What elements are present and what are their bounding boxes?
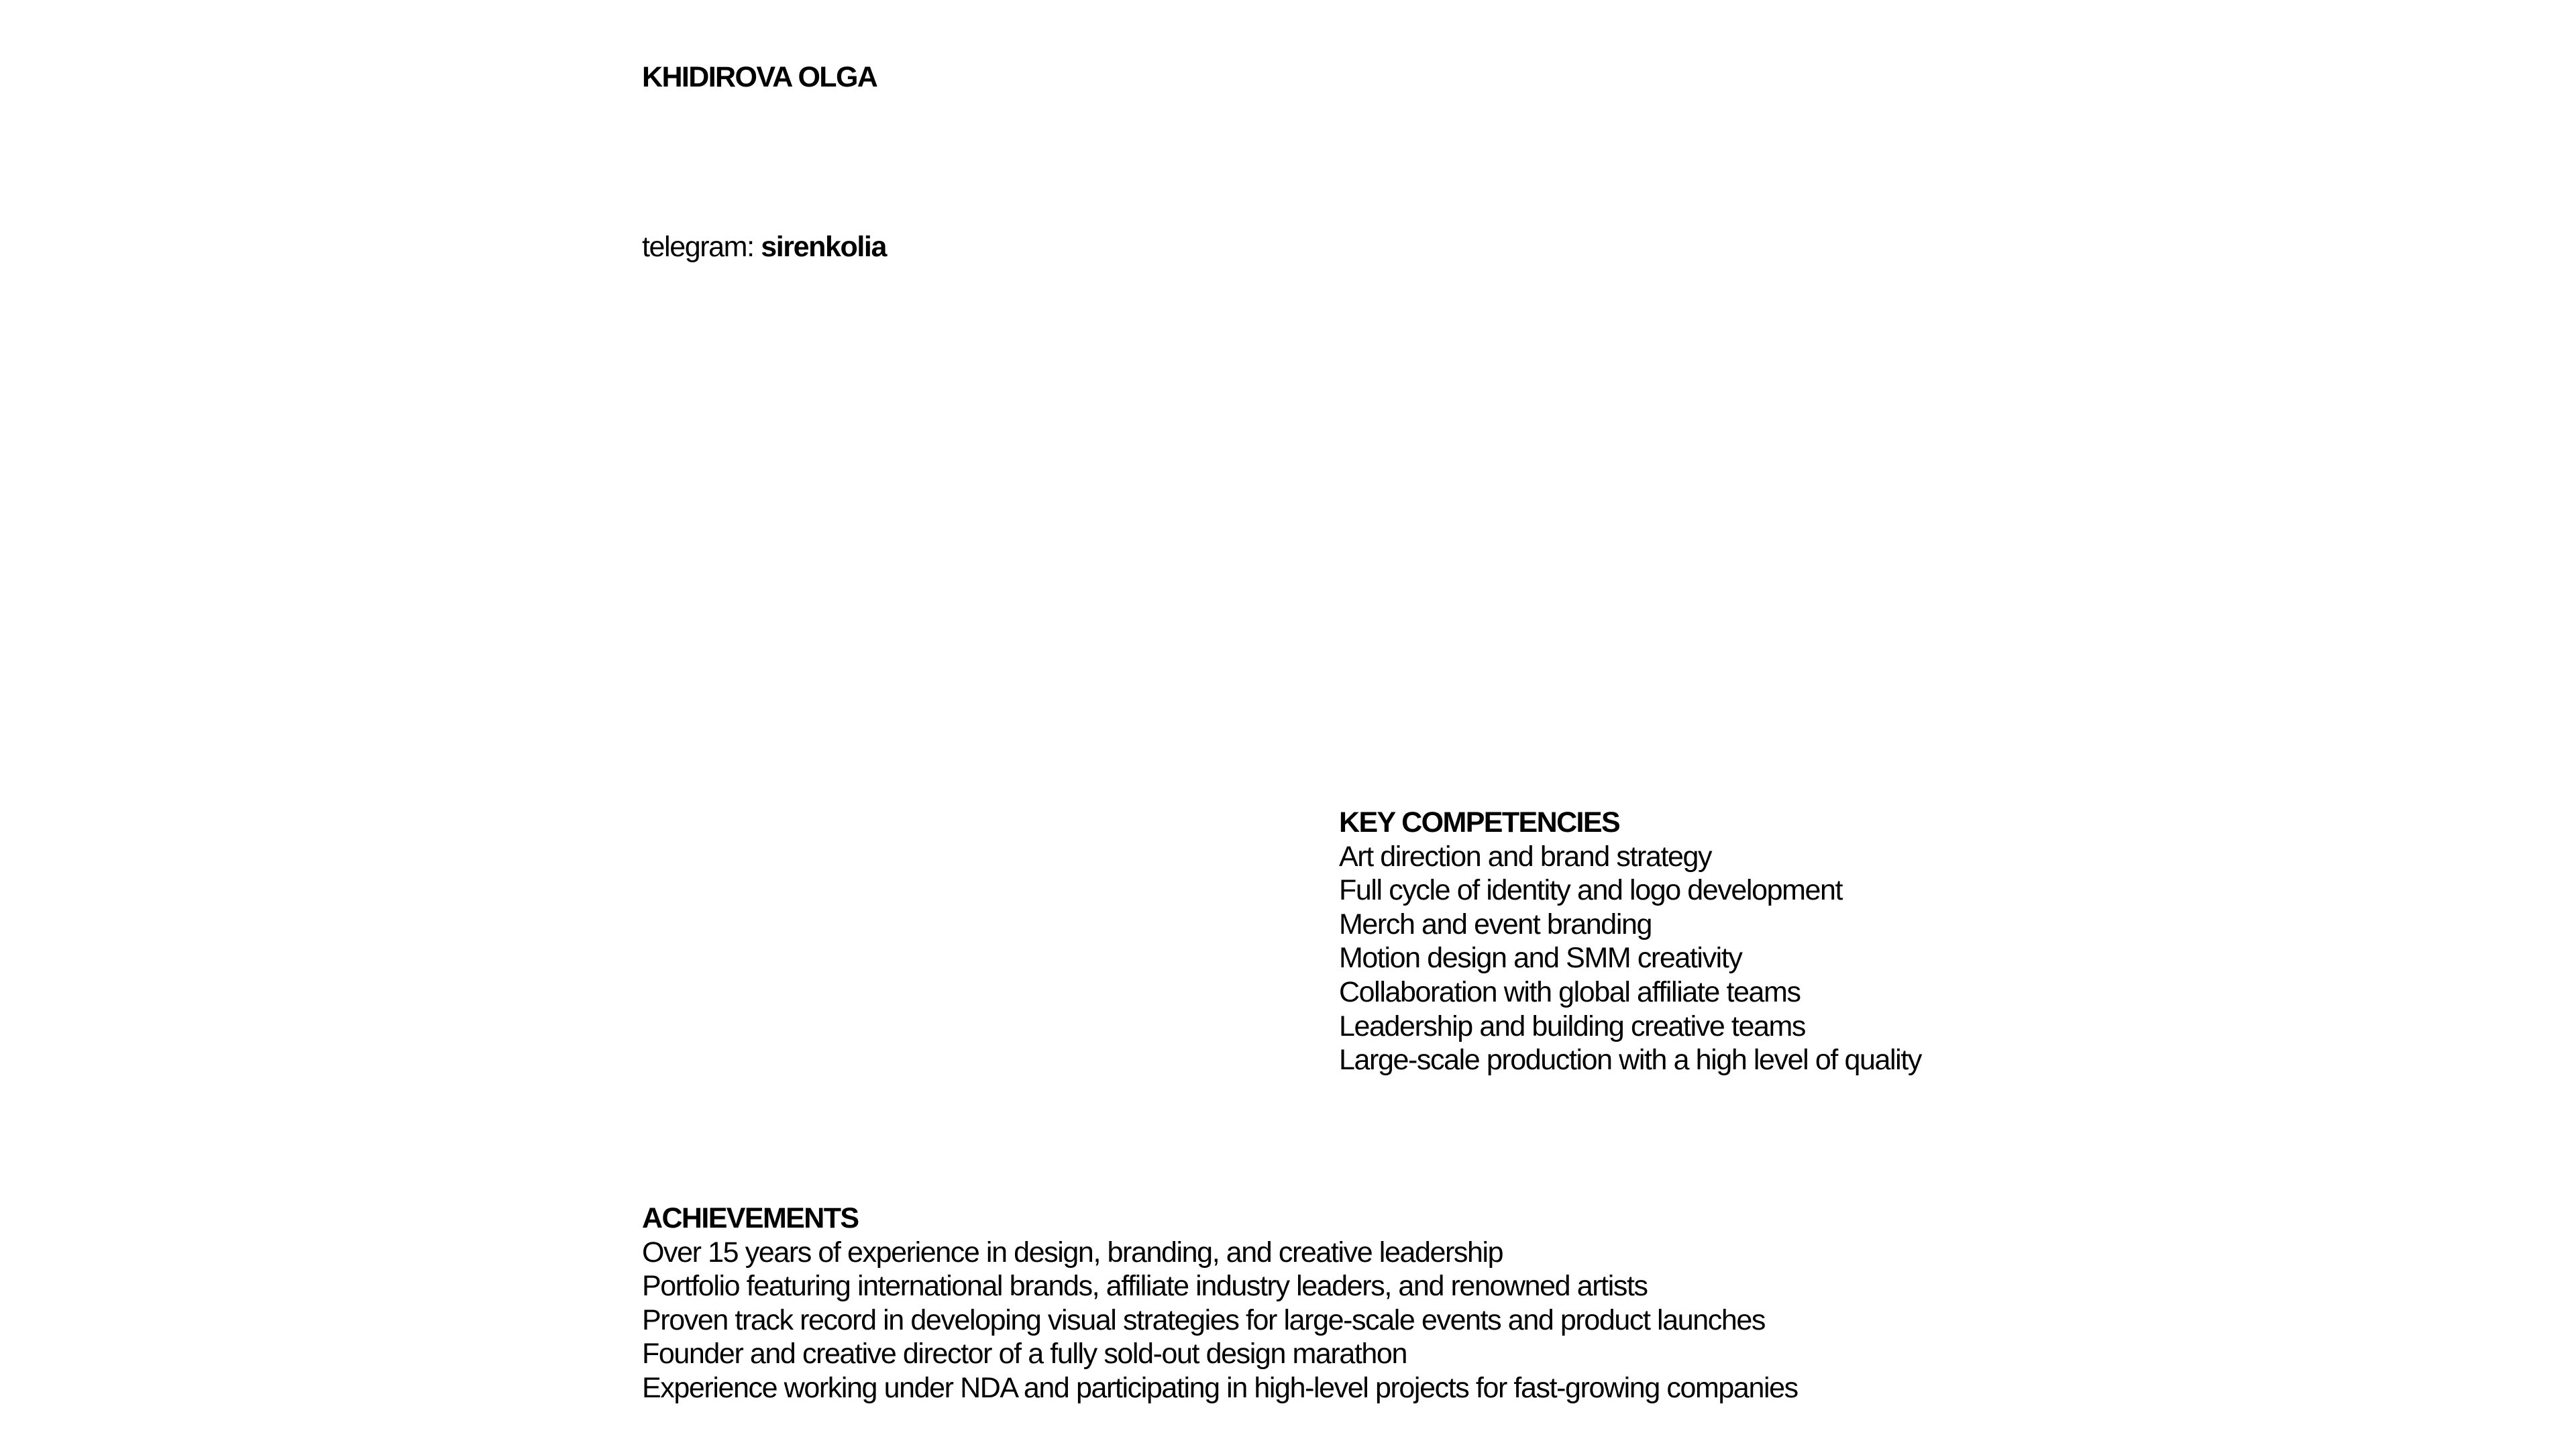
telegram-handle: sirenkolia (761, 231, 886, 263)
competency-item: Motion design and SMM creativity (1339, 942, 1742, 975)
person-name: KHIDIROVA OLGA (642, 61, 877, 93)
competency-item: Leadership and building creative teams (1339, 1010, 1805, 1042)
competency-item: Art direction and brand strategy (1339, 840, 1712, 873)
achievements-section (642, 1201, 1798, 1405)
competency-item: Collaboration with global affiliate teams (1339, 975, 1801, 1008)
key-competencies-list (1339, 840, 1921, 1077)
achievement-item: Over 15 years of experience in design, branding, and creative leadership (642, 1236, 1503, 1269)
achievements-list (642, 1236, 1798, 1405)
competency-item: Full cycle of identity and logo development (1339, 874, 1843, 907)
competency-item: Merch and event branding (1339, 908, 1652, 941)
achievement-item: Portfolio featuring international brands, affiliate industry leaders, and renowned artists (642, 1270, 1648, 1303)
achievement-item: Proven track record in developing visual strategies for large-scale events and product launches (642, 1303, 1765, 1336)
achievement-item: Founder and creative director of a fully sold-out design marathon (642, 1338, 1407, 1371)
key-competencies-section (1339, 806, 1921, 1077)
telegram-label: telegram: (642, 231, 754, 263)
competency-item: Large-scale production with a high level of quality (1339, 1044, 1921, 1077)
achievements-title: ACHIEVEMENTS (642, 1202, 859, 1234)
achievement-item: Experience working under NDA and participating in high-level projects for fast-growing companies (642, 1371, 1798, 1404)
telegram-contact (642, 228, 886, 266)
key-competencies-title: KEY COMPETENCIES (1339, 806, 1620, 839)
